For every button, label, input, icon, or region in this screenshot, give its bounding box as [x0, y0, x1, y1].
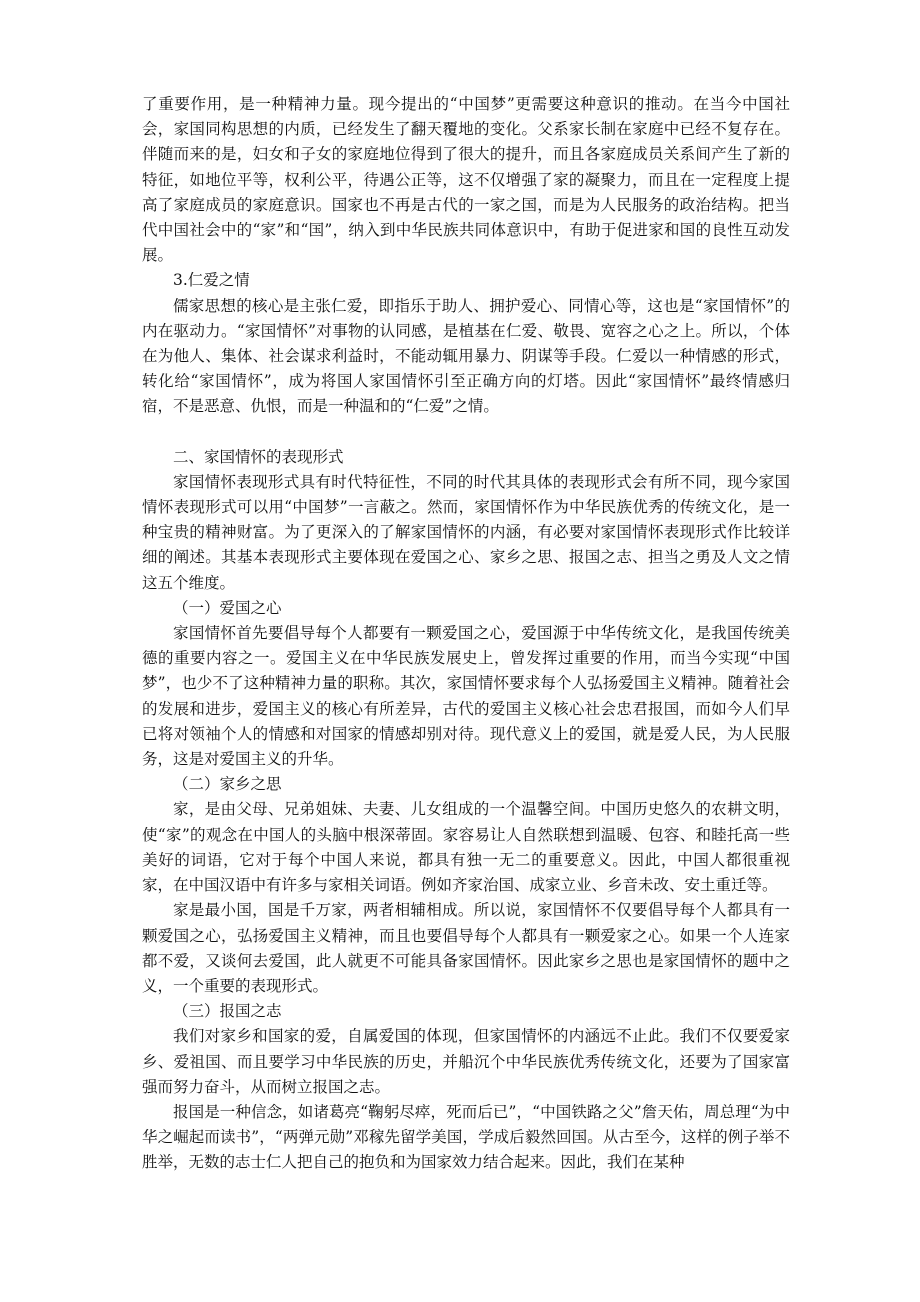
subheading-service: （三）报国之志	[173, 1002, 282, 1021]
subheading-patriotism: （一）爱国之心	[173, 598, 282, 617]
paragraph-continuation: 了重要作用，是一种精神力量。现今提出的“中国梦”更需要这种意识的推动。在当今中国社会，家国同构思想的内质，已经发生了翻天覆地的变化。父系家长制在家庭中已经不复存在。伴随而来的是，妇女和子女的家庭地位得到了很大的提升，而且各家庭成员关系间产生了新的特征，如地位平等，权利公平，待遇公正等，这不仅增强了家的凝聚力，而且在一定程度上提高了家庭成员的家庭意识。国家也不再是古代的一家之国，而是为人民服务的政治结构。把当代中国社会中的“家”和“国”，纳入到中华民族共同体意识中，有助于促进家和国的良性互动发展。	[142, 95, 790, 265]
paragraph-service-2: 报国是一种信念，如诸葛亮“鞠躬尽瘁，死而后已”，“中国铁路之父”詹天佑，周总理“为中华之崛起而读书”，“两弹元勋”邓稼先留学美国，学成后毅然回国。从古至今，这样的例子举不胜举，无数的志士仁人把自己的抱负和为国家效力结合起来。因此，我们在某种	[142, 1102, 790, 1172]
paragraph-hometown-1: 家，是由父母、兄弟姐妹、夫妻、儿女组成的一个温馨空间。中国历史悠久的农耕文明，使“家”的观念在中国人的头脑中根深蒂固。家容易让人自然联想到温暖、包容、和睦托高一些美好的词语，它对于每个中国人来说，都具有独一无二的重要意义。因此，中国人都很重视家，在中国汉语中有许多与家相关词语。例如齐家治国、成家立业、乡音未改、安土重迁等。	[142, 800, 790, 895]
paragraph-service-1: 我们对家乡和国家的爱，自属爱国的体现，但家国情怀的内涵远不止此。我们不仅要爱家乡、爱祖国、而且要学习中华民族的历史，并船沉个中华民族优秀传统文化，还要为了国家富强而努力奋斗，从而树立报国之志。	[142, 1027, 790, 1096]
paragraph-forms-intro: 家国情怀表现形式具有时代特征性，不同的时代其具体的表现形式会有所不同，现今家国情怀表现形式可以用“中国梦”一言蔽之。然而，家国情怀作为中华民族优秀的传统文化，是一种宝贵的精神财富。为了更深入的了解家国情怀的内涵，有必要对家国情怀表现形式作比较详细的阐述。其基本表现形式主要体现在爱国之心、家乡之思、报国之志、担当之勇及人文之情这五个维度。	[142, 472, 790, 592]
paragraph-spacer	[142, 420, 790, 445]
document-body	[142, 92, 790, 1176]
subheading-hometown: （二）家乡之思	[173, 775, 282, 794]
section-heading-benevolence: 3.仁爱之情	[173, 271, 250, 290]
paragraph-patriotism: 家国情怀首先要倡导每个人都要有一颗爱国之心，爱国源于中华传统文化，是我国传统美德的重要内容之一。爱国主义在中华民族发展史上，曾发挥过重要的作用，而当今实现“中国梦”，也少不了这种精神力量的职称。其次，家国情怀要求每个人弘扬爱国主义精神。随着社会的发展和进步，爱国主义的核心有所差异，古代的爱国主义核心社会忠君报国，而如今人们早已将对领袖个人的情感和对国家的情感却别对待。现代意义上的爱国，就是爱人民，为人民服务，这是对爱国主义的升华。	[142, 624, 790, 769]
paragraph-benevolence: 儒家思想的核心是主张仁爱，即指乐于助人、拥护爱心、同情心等，这也是“家国情怀”的内在驱动力。“家国情怀”对事物的认同感，是植基在仁爱、敬畏、宽容之心之上。所以，个体在为他人、集体、社会谋求利益时，不能动辄用暴力、阴谋等手段。仁爱以一种情感的形式，转化给“家国情怀”，成为将国人家国情怀引至正确方向的灯塔。因此“家国情怀”最终情感归宿，不是恶意、仇恨，而是一种温和的“仁爱”之情。	[142, 296, 790, 416]
paragraph-hometown-2: 家是最小国，国是千万家，两者相辅相成。所以说，家国情怀不仅要倡导每个人都具有一颗爱国之心，弘扬爱国主义精神，而且也要倡导每个人都具有一颗爱家之心。如果一个人连家都不爱，又谈何去爱国，此人就更不可能具备家国情怀。因此家乡之思也是家国情怀的题中之义，一个重要的表现形式。	[142, 901, 790, 995]
section-heading-forms: 二、家国情怀的表现形式	[173, 447, 344, 466]
